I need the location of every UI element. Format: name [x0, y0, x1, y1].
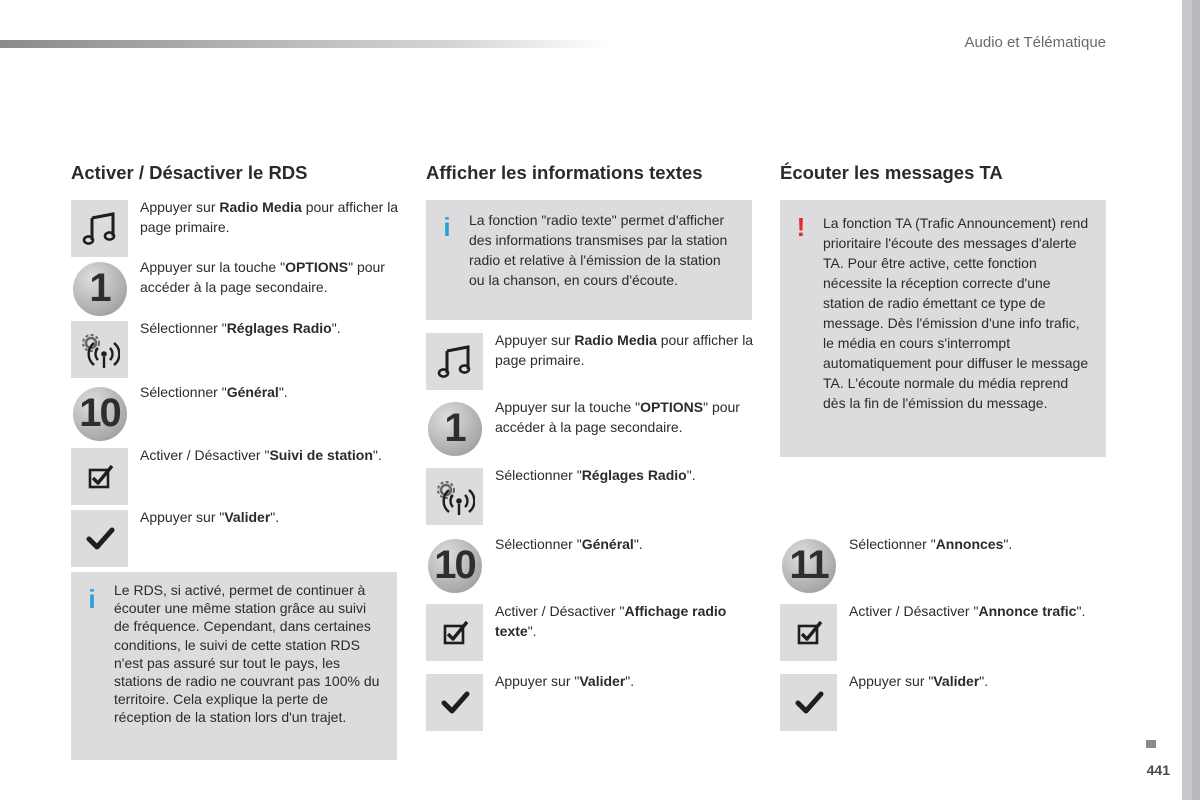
- page-marker: [1146, 740, 1156, 748]
- step-number-box: [780, 537, 837, 594]
- info-icon: i: [443, 212, 451, 242]
- step-icon-box: [426, 674, 483, 731]
- step-instruction: Appuyer sur "Valider".: [849, 673, 989, 689]
- step-icon-box: [780, 604, 837, 661]
- note-text: Le RDS, si activé, permet de continuer à écouter une même station grâce au suivi de fréquence. Cependant, dans certaines conditions, le suivi de cette station RDS n'est pas assuré sur tout le pays, les stations de radio ne couvrant pas 100% du territoire. Cela explique la perte de réception de la station lors d'un trajet.: [114, 582, 380, 726]
- step-instruction: Appuyer sur "Valider".: [495, 673, 635, 689]
- checkbox-icon: [80, 457, 120, 497]
- step-instruction: Appuyer sur "Valider".: [140, 509, 280, 525]
- step-icon-box: [780, 674, 837, 731]
- step-number-icon: 1: [428, 402, 482, 456]
- column-radio-text: [426, 0, 766, 800]
- step-icon-box: [71, 448, 128, 505]
- step-icon-box: [71, 510, 128, 567]
- note-text: La fonction "radio texte" permet d'afficher des informations transmises par la station radio et relative à l'émission de la station ou la chanson, en cours d'écoute.: [469, 212, 728, 288]
- checkbox-icon: [789, 613, 829, 653]
- checkbox-icon: [435, 613, 475, 653]
- step-number-icon: 10: [428, 539, 482, 593]
- step-number-box: [426, 400, 483, 457]
- column-title: Écouter les messages TA: [780, 162, 1003, 183]
- note-text: La fonction TA (Trafic Announcement) rend prioritaire l'écoute des messages d'alerte TA. Pour être active, cette fonction nécessite la réception correcte d'une station de radio émettant ce type de message. Dès l'émission d'une info trafic, le média en cours s'interrompt automatiquement pour diffuser le message TA. L'écoute normale du média reprend dès la fin de l'émission du message.: [823, 215, 1089, 411]
- step-icon-box: [71, 200, 128, 257]
- step-instruction: Sélectionner "Annonces".: [849, 536, 1013, 552]
- info-note: [426, 200, 752, 320]
- column-title: Afficher les informations textes: [426, 162, 703, 183]
- music-note-icon: [80, 209, 120, 249]
- step-instruction: Sélectionner "Général".: [140, 384, 288, 400]
- step-instruction: Activer / Désactiver "Suivi de station".: [140, 447, 382, 463]
- step-instruction: Activer / Désactiver "Annonce trafic".: [849, 603, 1086, 619]
- step-instruction: Activer / Désactiver "Affichage radio texte".: [495, 603, 727, 639]
- step-instruction: Appuyer sur la touche "OPTIONS" pour accéder à la page secondaire.: [495, 399, 740, 435]
- side-tab-bar: [1182, 0, 1200, 800]
- column-rds: [71, 0, 411, 800]
- music-note-icon: [435, 342, 475, 382]
- step-number-box: [426, 537, 483, 594]
- page-number: 441: [1146, 762, 1170, 778]
- step-instruction: Appuyer sur Radio Media pour afficher la page primaire.: [495, 332, 754, 368]
- checkmark-icon: [789, 683, 829, 723]
- step-instruction: Sélectionner "Réglages Radio".: [495, 467, 696, 483]
- step-icon-box: [71, 321, 128, 378]
- radio-settings-icon: [435, 477, 475, 517]
- step-icon-box: [426, 333, 483, 390]
- warning-icon: !: [796, 212, 806, 242]
- step-instruction: Sélectionner "Réglages Radio".: [140, 320, 341, 336]
- step-instruction: Appuyer sur la touche "OPTIONS" pour accéder à la page secondaire.: [140, 259, 385, 295]
- info-note: [71, 572, 397, 760]
- step-icon-box: [426, 604, 483, 661]
- radio-settings-icon: [80, 330, 120, 370]
- side-tab-inner: [1192, 0, 1200, 800]
- column-title: Activer / Désactiver le RDS: [71, 162, 308, 183]
- step-number-icon: 10: [73, 387, 127, 441]
- warning-note: [780, 200, 1106, 457]
- checkmark-icon: [80, 519, 120, 559]
- column-ta: [780, 0, 1120, 800]
- section-header: Audio et Télématique: [964, 34, 1106, 51]
- checkmark-icon: [435, 683, 475, 723]
- step-number-box: [71, 260, 128, 317]
- step-instruction: Appuyer sur Radio Media pour afficher la page primaire.: [140, 199, 399, 235]
- step-number-icon: 1: [73, 262, 127, 316]
- info-icon: i: [88, 584, 96, 614]
- step-number-icon: 11: [782, 539, 836, 593]
- step-number-box: [71, 385, 128, 442]
- step-instruction: Sélectionner "Général".: [495, 536, 643, 552]
- step-icon-box: [426, 468, 483, 525]
